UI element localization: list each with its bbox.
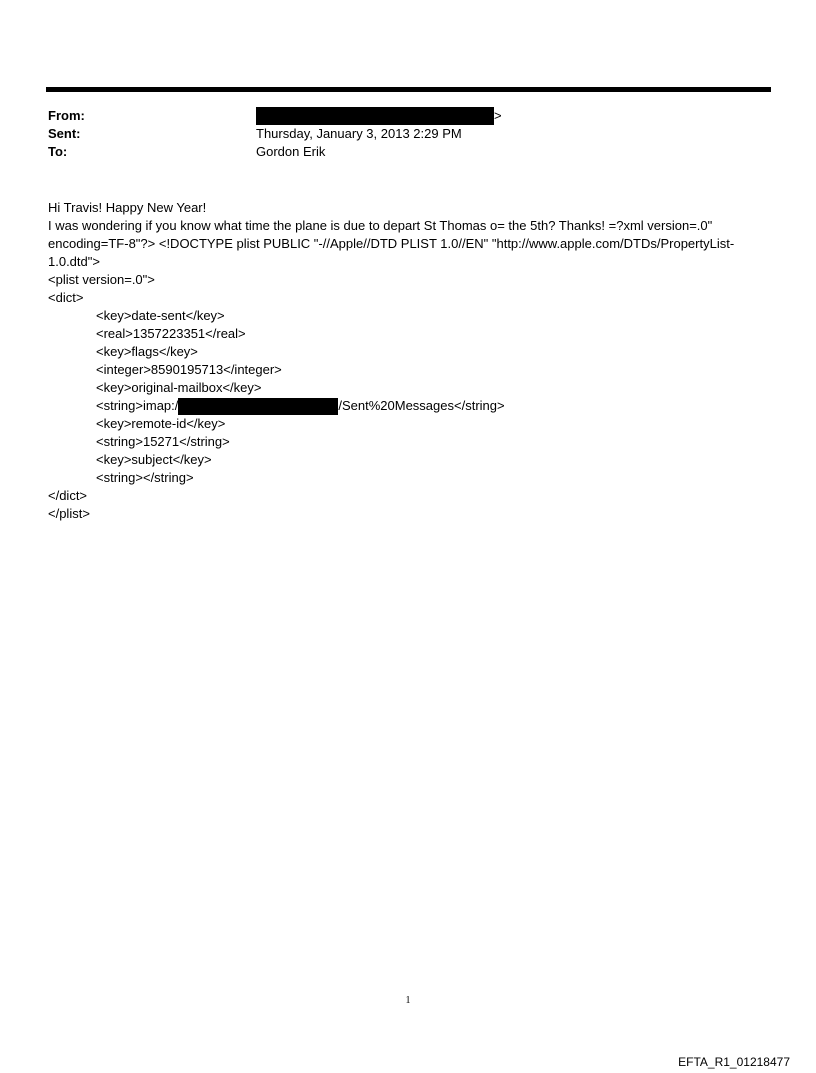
redaction-box — [256, 107, 494, 125]
greeting-line: Hi Travis! Happy New Year! — [48, 200, 207, 215]
email-body — [48, 199, 778, 523]
plist-imap-entry — [48, 397, 778, 415]
message-line: encoding=TF-8"?> <!DOCTYPE plist PUBLIC "-//Apple//DTD PLIST 1.0//EN" "http://www.apple.com/DTDs/PropertyList- — [48, 236, 735, 251]
from-value — [256, 107, 502, 125]
from-label: From: — [48, 108, 85, 123]
imap-suffix: /Sent%20Messages</string> — [338, 398, 505, 413]
plist-entry: <integer>8590195713</integer> — [96, 362, 282, 377]
header-rule — [46, 87, 771, 92]
sent-value: Thursday, January 3, 2013 2:29 PM — [256, 126, 462, 141]
plist-entry: <string></string> — [96, 470, 194, 485]
plist-entry: <key>flags</key> — [96, 344, 198, 359]
plist-entry: <key>remote-id</key> — [96, 416, 226, 431]
page-number: 1 — [405, 995, 411, 1006]
plist-entry: <key>subject</key> — [96, 452, 212, 467]
from-suffix: > — [494, 108, 502, 123]
sent-label: Sent: — [48, 126, 81, 141]
to-value: Gordon Erik — [256, 144, 326, 159]
plist-entry: <real>1357223351</real> — [96, 326, 246, 341]
plist-entry: <key>date-sent</key> — [96, 308, 225, 323]
to-label: To: — [48, 144, 68, 159]
plist-open-line: <plist version=.0"> — [48, 272, 155, 287]
imap-prefix: <string>imap:/ — [96, 398, 179, 413]
dict-open-line: <dict> — [48, 290, 84, 305]
dict-close-line: </dict> — [48, 488, 88, 503]
bates-number: EFTA_R1_01218477 — [678, 1055, 790, 1069]
message-line: 1.0.dtd"> — [48, 254, 100, 269]
plist-entry: <string>15271</string> — [96, 434, 230, 449]
plist-close-line: </plist> — [48, 506, 90, 521]
message-line: I was wondering if you know what time the plane is due to depart St Thomas o= the 5th? Thanks! =?xml version=.0" — [48, 218, 713, 233]
redaction-box — [178, 398, 338, 415]
plist-entry: <key>original-mailbox</key> — [96, 380, 262, 395]
